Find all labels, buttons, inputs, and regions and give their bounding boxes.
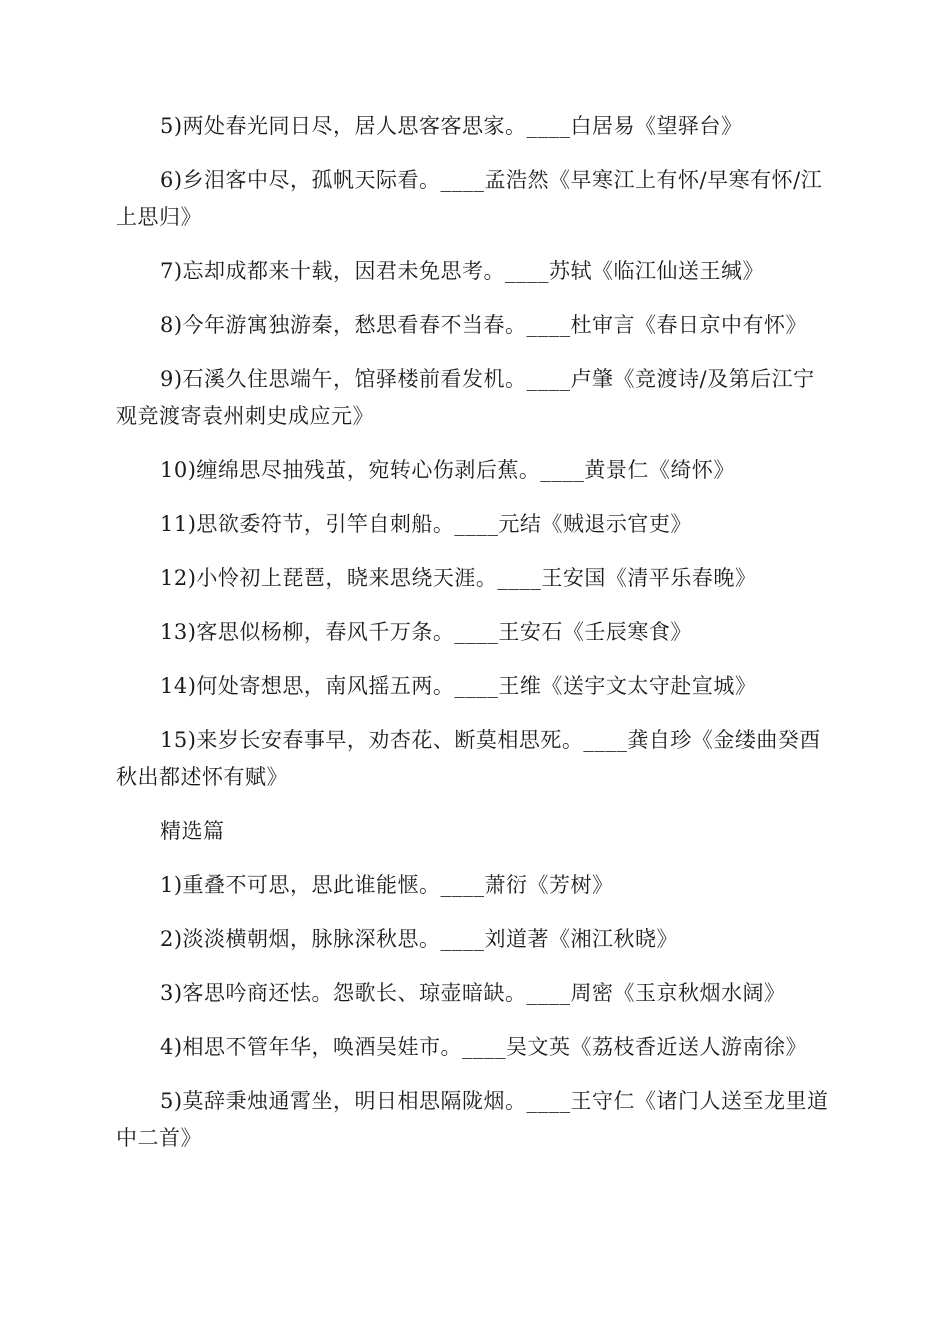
poem-line: 5)莫辞秉烛通霄坐，明日相思隔陇烟。____王守仁《诸门人送至龙里道中二首》 (116, 1089, 829, 1150)
poem-line: 6)乡泪客中尽，孤帆天际看。____孟浩然《早寒江上有怀/早寒有怀/江上思归》 (116, 168, 823, 229)
document-body (116, 108, 834, 1174)
poem-line: 10)缠绵思尽抽残茧，宛转心伤剥后蕉。____黄景仁《绮怀》 (160, 458, 735, 482)
poem-line: 3)客思吟商还怯。怨歌长、琼壶暗缺。____周密《玉京秋烟水阔》 (160, 981, 786, 1005)
poem-line: 5)两处春光同日尽，居人思客客思家。____白居易《望驿台》 (160, 114, 743, 138)
poem-line: 4)相思不管年华，唤酒吴娃市。____吴文英《荔枝香近送人游南徐》 (160, 1035, 808, 1059)
poem-line: 8)今年游寓独游秦，愁思看春不当春。____杜审言《春日京中有怀》 (160, 313, 808, 337)
poem-line: 15)来岁长安春事早，劝杏花、断莫相思死。____龚自珍《金缕曲癸酉秋出都述怀有赋》 (116, 728, 821, 789)
poem-line: 9)石溪久住思端午，馆驿楼前看发机。____卢肇《竞渡诗/及第后江宁观竞渡寄袁州刺史成应元》 (116, 367, 815, 428)
poem-line: 14)何处寄想思，南风摇五两。____王维《送宇文太守赴宣城》 (160, 674, 757, 698)
poem-line: 12)小怜初上琵琶，晓来思绕天涯。____王安国《清平乐春晚》 (160, 566, 757, 590)
poem-line: 1)重叠不可思，思此谁能惬。____萧衍《芳树》 (160, 873, 614, 897)
section-title: 精选篇 (160, 819, 225, 843)
poem-line: 7)忘却成都来十载，因君未免思考。____苏轼《临江仙送王缄》 (160, 259, 765, 283)
poem-line: 2)淡淡横朝烟，脉脉深秋思。____刘道著《湘江秋晓》 (160, 927, 679, 951)
poem-line: 11)思欲委符节，引竿自刺船。____元结《贼退示官吏》 (160, 512, 692, 536)
poem-line: 13)客思似杨柳，春风千万条。____王安石《壬辰寒食》 (160, 620, 692, 644)
